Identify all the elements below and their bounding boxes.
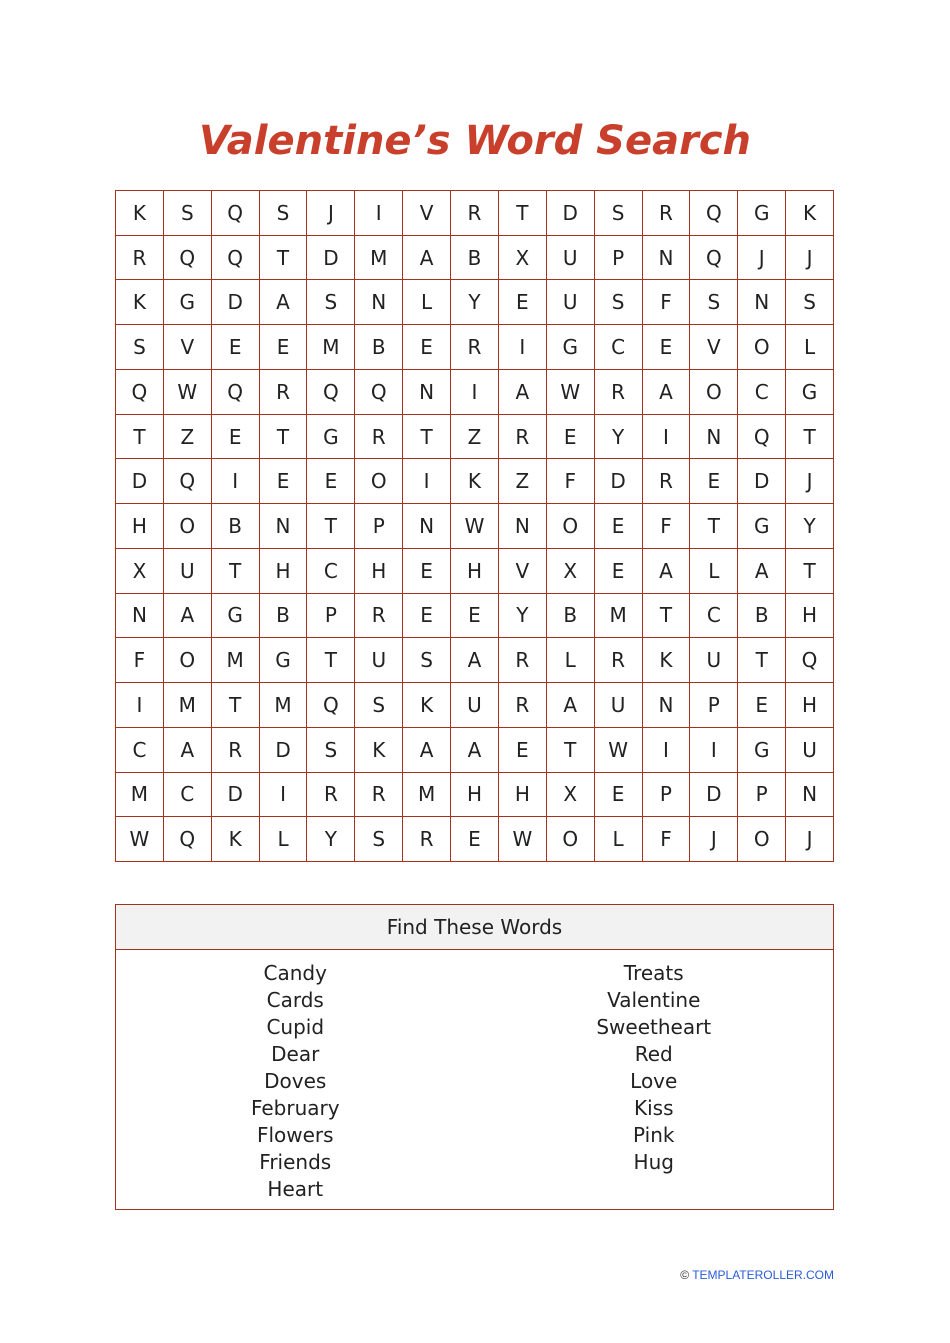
- grid-cell: Z: [499, 459, 547, 504]
- grid-cell: K: [786, 191, 834, 236]
- word-list-item: Valentine: [607, 988, 701, 1012]
- grid-cell: S: [307, 728, 355, 773]
- grid-cell: H: [260, 549, 308, 594]
- grid-cell: A: [547, 683, 595, 728]
- grid-cell: L: [690, 549, 738, 594]
- grid-cell: S: [786, 280, 834, 325]
- grid-cell: W: [595, 728, 643, 773]
- grid-cell: L: [595, 817, 643, 862]
- word-list-item: Flowers: [256, 1123, 334, 1147]
- grid-cell: N: [355, 280, 403, 325]
- grid-cell: R: [355, 415, 403, 460]
- grid-cell: I: [260, 773, 308, 818]
- word-list-header: Find These Words: [116, 905, 833, 950]
- word-list-item: Heart: [267, 1177, 324, 1201]
- grid-cell: E: [403, 594, 451, 639]
- grid-cell: R: [355, 594, 403, 639]
- word-list-item: Friends: [259, 1150, 332, 1174]
- word-list-box: [115, 904, 834, 1210]
- grid-cell: W: [451, 504, 499, 549]
- grid-cell: E: [547, 415, 595, 460]
- grid-cell: E: [690, 459, 738, 504]
- grid-cell: I: [643, 415, 691, 460]
- grid-cell: R: [643, 459, 691, 504]
- grid-cell: T: [307, 638, 355, 683]
- grid-cell: N: [643, 236, 691, 281]
- grid-cell: D: [212, 773, 260, 818]
- grid-cell: U: [786, 728, 834, 773]
- grid-cell: T: [547, 728, 595, 773]
- grid-cell: E: [643, 325, 691, 370]
- grid-cell: H: [786, 683, 834, 728]
- grid-cell: G: [738, 728, 786, 773]
- grid-cell: N: [786, 773, 834, 818]
- word-list-columns: [116, 950, 833, 1203]
- grid-cell: G: [738, 191, 786, 236]
- grid-cell: E: [595, 504, 643, 549]
- grid-cell: J: [786, 236, 834, 281]
- grid-cell: G: [738, 504, 786, 549]
- word-list-right-column: [475, 960, 834, 1203]
- word-list-item: Sweetheart: [596, 1015, 712, 1039]
- grid-cell: T: [643, 594, 691, 639]
- grid-cell: V: [164, 325, 212, 370]
- grid-cell: Q: [212, 370, 260, 415]
- word-list-left-column: [116, 960, 475, 1203]
- grid-cell: R: [355, 773, 403, 818]
- grid-cell: C: [116, 728, 164, 773]
- grid-cell: Y: [451, 280, 499, 325]
- grid-cell: I: [355, 191, 403, 236]
- grid-cell: I: [690, 728, 738, 773]
- grid-cell: O: [355, 459, 403, 504]
- grid-cell: S: [164, 191, 212, 236]
- grid-cell: R: [499, 683, 547, 728]
- grid-cell: I: [451, 370, 499, 415]
- grid-cell: C: [595, 325, 643, 370]
- grid-cell: B: [451, 236, 499, 281]
- grid-cell: D: [547, 191, 595, 236]
- grid-cell: M: [212, 638, 260, 683]
- grid-cell: M: [116, 773, 164, 818]
- grid-cell: X: [547, 773, 595, 818]
- grid-cell: K: [643, 638, 691, 683]
- grid-cell: O: [738, 325, 786, 370]
- grid-cell: R: [499, 415, 547, 460]
- grid-cell: Q: [212, 236, 260, 281]
- grid-cell: F: [643, 504, 691, 549]
- grid-cell: B: [212, 504, 260, 549]
- grid-cell: S: [355, 817, 403, 862]
- grid-cell: M: [307, 325, 355, 370]
- grid-cell: L: [403, 280, 451, 325]
- grid-cell: K: [451, 459, 499, 504]
- grid-cell: G: [212, 594, 260, 639]
- grid-cell: E: [212, 325, 260, 370]
- grid-cell: I: [643, 728, 691, 773]
- grid-cell: A: [738, 549, 786, 594]
- grid-cell: Q: [738, 415, 786, 460]
- grid-cell: Q: [164, 817, 212, 862]
- grid-cell: S: [116, 325, 164, 370]
- grid-cell: N: [260, 504, 308, 549]
- grid-cell: U: [451, 683, 499, 728]
- grid-cell: T: [786, 549, 834, 594]
- grid-cell: S: [355, 683, 403, 728]
- grid-cell: N: [403, 370, 451, 415]
- grid-cell: A: [164, 728, 212, 773]
- grid-cell: K: [116, 191, 164, 236]
- grid-cell: L: [260, 817, 308, 862]
- grid-cell: T: [260, 415, 308, 460]
- grid-cell: F: [643, 817, 691, 862]
- grid-cell: T: [260, 236, 308, 281]
- word-search-grid: [115, 190, 834, 862]
- grid-cell: K: [403, 683, 451, 728]
- grid-cell: T: [212, 683, 260, 728]
- grid-cell: K: [212, 817, 260, 862]
- grid-cell: A: [403, 728, 451, 773]
- grid-cell: T: [786, 415, 834, 460]
- grid-cell: G: [260, 638, 308, 683]
- grid-cell: F: [116, 638, 164, 683]
- grid-cell: M: [595, 594, 643, 639]
- grid-cell: N: [690, 415, 738, 460]
- grid-cell: C: [690, 594, 738, 639]
- grid-cell: D: [307, 236, 355, 281]
- grid-cell: D: [212, 280, 260, 325]
- grid-cell: A: [643, 370, 691, 415]
- grid-cell: V: [499, 549, 547, 594]
- grid-cell: E: [212, 415, 260, 460]
- grid-cell: U: [355, 638, 403, 683]
- grid-cell: R: [403, 817, 451, 862]
- grid-cell: A: [643, 549, 691, 594]
- grid-cell: U: [690, 638, 738, 683]
- grid-cell: C: [307, 549, 355, 594]
- grid-cell: G: [307, 415, 355, 460]
- grid-cell: S: [595, 191, 643, 236]
- grid-cell: M: [260, 683, 308, 728]
- grid-cell: Q: [164, 459, 212, 504]
- grid-cell: R: [595, 638, 643, 683]
- word-list-item: February: [250, 1096, 340, 1120]
- grid-cell: F: [547, 459, 595, 504]
- grid-cell: M: [164, 683, 212, 728]
- grid-cell: Y: [595, 415, 643, 460]
- grid-cell: U: [547, 236, 595, 281]
- grid-cell: T: [212, 549, 260, 594]
- word-list-item: Dear: [271, 1042, 320, 1066]
- grid-cell: G: [786, 370, 834, 415]
- grid-cell: O: [690, 370, 738, 415]
- grid-cell: O: [547, 817, 595, 862]
- grid-cell: E: [260, 459, 308, 504]
- grid-cell: A: [451, 728, 499, 773]
- grid-cell: E: [260, 325, 308, 370]
- grid-cell: T: [690, 504, 738, 549]
- grid-cell: S: [403, 638, 451, 683]
- grid-cell: P: [355, 504, 403, 549]
- grid-cell: N: [499, 504, 547, 549]
- grid-cell: H: [116, 504, 164, 549]
- grid-cell: N: [738, 280, 786, 325]
- grid-cell: H: [786, 594, 834, 639]
- grid-cell: Y: [307, 817, 355, 862]
- grid-cell: E: [403, 325, 451, 370]
- grid-cell: D: [260, 728, 308, 773]
- grid-cell: E: [451, 594, 499, 639]
- grid-cell: O: [164, 638, 212, 683]
- grid-cell: E: [595, 549, 643, 594]
- grid-cell: Z: [164, 415, 212, 460]
- grid-cell: D: [116, 459, 164, 504]
- grid-cell: S: [260, 191, 308, 236]
- grid-cell: Y: [499, 594, 547, 639]
- word-list-item: Cupid: [266, 1015, 325, 1039]
- grid-cell: J: [786, 817, 834, 862]
- grid-cell: E: [499, 728, 547, 773]
- grid-cell: R: [212, 728, 260, 773]
- grid-cell: B: [260, 594, 308, 639]
- grid-cell: T: [307, 504, 355, 549]
- grid-cell: D: [738, 459, 786, 504]
- grid-cell: L: [786, 325, 834, 370]
- grid-cell: N: [116, 594, 164, 639]
- grid-cell: B: [547, 594, 595, 639]
- grid-cell: P: [738, 773, 786, 818]
- grid-cell: Q: [690, 236, 738, 281]
- grid-cell: H: [355, 549, 403, 594]
- word-list-item: Hug: [633, 1150, 674, 1174]
- grid-cell: J: [307, 191, 355, 236]
- grid-cell: W: [116, 817, 164, 862]
- page-title: Valentine’s Word Search: [198, 118, 752, 164]
- grid-cell: O: [738, 817, 786, 862]
- grid-cell: E: [451, 817, 499, 862]
- word-list-item: Pink: [633, 1123, 675, 1147]
- grid-cell: K: [355, 728, 403, 773]
- grid-cell: M: [403, 773, 451, 818]
- grid-cell: W: [499, 817, 547, 862]
- grid-cell: R: [499, 638, 547, 683]
- grid-cell: N: [403, 504, 451, 549]
- grid-cell: K: [116, 280, 164, 325]
- grid-cell: M: [355, 236, 403, 281]
- grid-cell: Q: [164, 236, 212, 281]
- grid-cell: N: [643, 683, 691, 728]
- grid-cell: B: [738, 594, 786, 639]
- site-link[interactable]: TEMPLATEROLLER.COM: [692, 1268, 834, 1282]
- grid-cell: E: [738, 683, 786, 728]
- grid-cell: T: [499, 191, 547, 236]
- grid-cell: J: [690, 817, 738, 862]
- grid-cell: S: [595, 280, 643, 325]
- grid-cell: Q: [212, 191, 260, 236]
- grid-cell: P: [307, 594, 355, 639]
- grid-cell: R: [307, 773, 355, 818]
- grid-cell: V: [403, 191, 451, 236]
- grid-cell: X: [547, 549, 595, 594]
- grid-cell: I: [212, 459, 260, 504]
- grid-cell: I: [499, 325, 547, 370]
- grid-cell: Q: [355, 370, 403, 415]
- grid-cell: U: [547, 280, 595, 325]
- grid-cell: Q: [307, 370, 355, 415]
- grid-cell: D: [690, 773, 738, 818]
- grid-cell: A: [164, 594, 212, 639]
- grid-cell: E: [595, 773, 643, 818]
- grid-cell: R: [643, 191, 691, 236]
- grid-cell: F: [643, 280, 691, 325]
- grid-cell: S: [307, 280, 355, 325]
- word-list-item: Candy: [263, 961, 327, 985]
- grid-cell: U: [595, 683, 643, 728]
- grid-cell: X: [499, 236, 547, 281]
- grid-cell: E: [499, 280, 547, 325]
- grid-cell: L: [547, 638, 595, 683]
- grid-cell: X: [116, 549, 164, 594]
- grid-cell: P: [595, 236, 643, 281]
- grid-cell: W: [547, 370, 595, 415]
- grid-cell: D: [595, 459, 643, 504]
- grid-cell: J: [738, 236, 786, 281]
- grid-cell: H: [451, 773, 499, 818]
- grid-cell: P: [690, 683, 738, 728]
- grid-cell: B: [355, 325, 403, 370]
- grid-cell: G: [547, 325, 595, 370]
- word-list-item: Kiss: [633, 1096, 674, 1120]
- copyright-symbol: ©: [680, 1268, 690, 1282]
- grid-cell: Q: [116, 370, 164, 415]
- grid-cell: P: [643, 773, 691, 818]
- grid-cell: R: [451, 325, 499, 370]
- grid-cell: Q: [786, 638, 834, 683]
- grid-cell: I: [403, 459, 451, 504]
- grid-cell: G: [164, 280, 212, 325]
- word-list-item: Cards: [266, 988, 324, 1012]
- grid-cell: S: [690, 280, 738, 325]
- word-list-item: Treats: [623, 961, 684, 985]
- grid-cell: A: [403, 236, 451, 281]
- grid-cell: J: [786, 459, 834, 504]
- grid-cell: C: [738, 370, 786, 415]
- grid-cell: H: [499, 773, 547, 818]
- grid-cell: R: [260, 370, 308, 415]
- grid-cell: R: [116, 236, 164, 281]
- word-list-item: Love: [630, 1069, 678, 1093]
- grid-cell: T: [738, 638, 786, 683]
- grid-cell: Q: [690, 191, 738, 236]
- grid-cell: U: [164, 549, 212, 594]
- grid-cell: R: [451, 191, 499, 236]
- grid-cell: T: [116, 415, 164, 460]
- grid-cell: V: [690, 325, 738, 370]
- grid-cell: W: [164, 370, 212, 415]
- grid-cell: R: [595, 370, 643, 415]
- grid-cell: T: [403, 415, 451, 460]
- grid-cell: Z: [451, 415, 499, 460]
- grid-cell: Q: [307, 683, 355, 728]
- grid-cell: O: [547, 504, 595, 549]
- grid-cell: A: [499, 370, 547, 415]
- grid-cell: A: [451, 638, 499, 683]
- word-list-item: Doves: [264, 1069, 327, 1093]
- word-list-item: Red: [634, 1042, 673, 1066]
- footer: [680, 1268, 834, 1282]
- grid-cell: A: [260, 280, 308, 325]
- grid-cell: Y: [786, 504, 834, 549]
- grid-cell: E: [403, 549, 451, 594]
- grid-cell: C: [164, 773, 212, 818]
- grid-cell: H: [451, 549, 499, 594]
- grid-cell: O: [164, 504, 212, 549]
- grid-cell: E: [307, 459, 355, 504]
- grid-cell: I: [116, 683, 164, 728]
